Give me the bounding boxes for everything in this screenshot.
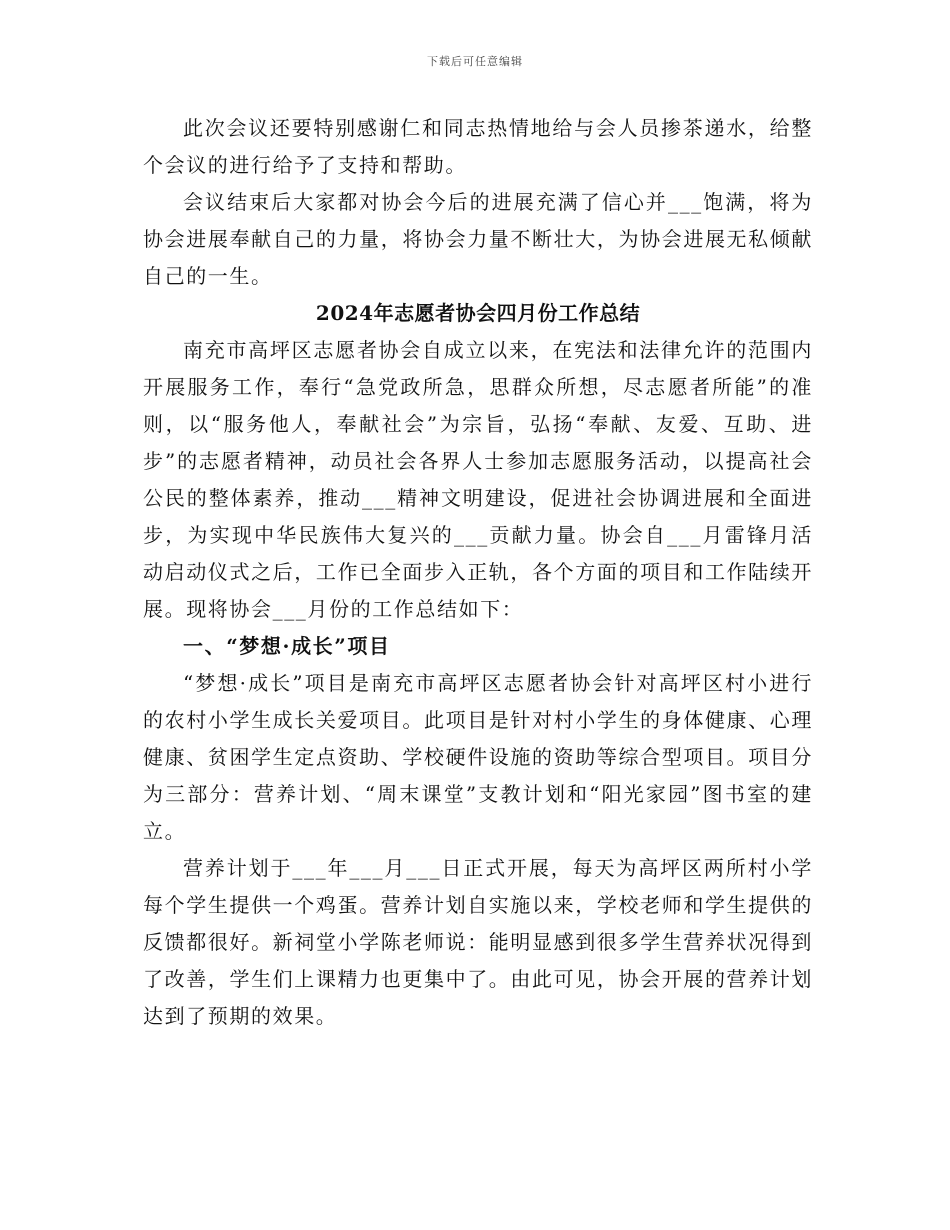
section-heading-dream-growth: 一、“梦想·成长”项目	[183, 634, 391, 658]
paragraph-thanks: 此次会议还要特别感谢仁和同志热情地给与会人员掺茶递水，给整个会议的进行给予了支持和帮助。	[143, 116, 813, 177]
paragraph-intro: 南充市高坪区志愿者协会自成立以来，在宪法和法律允许的范围内开展服务工作，奉行“急党政所急，思群众所想，尽志愿者所能”的准则，以“服务他人，奉献社会”为宗旨，弘扬“奉献、友爱、互助、进步”的志愿者精神，动员社会各界人士参加志愿服务活动，以提高社会公民的整体素养，推动___精神文明建设，促进社会协调进展和全面进步，为实现中华民族伟大复兴的___贡献力量。协会自___月雷锋月活动启动仪式之后，工作已全面步入正轨，各个方面的项目和工作陆续开展。现将协会___月份的工作总结如下：	[143, 338, 813, 621]
document-body	[143, 110, 813, 1035]
paragraph-meeting-end: 会议结束后大家都对协会今后的进展充满了信心并___饱满，将为协会进展奉献自己的力量，将协会力量不断壮大，为协会进展无私倾献自己的一生。	[143, 190, 813, 288]
paragraph-project-overview: “梦想·成长”项目是南充市高坪区志愿者协会针对高坪区村小进行的农村小学生成长关爱项目。此项目是针对村小学生的身体健康、心理健康、贫困学生定点资助、学校硬件设施的资助等综合型项目。项目分为三部分：营养计划、“周末课堂”支教计划和“阳光家园”图书室的建立。	[143, 671, 813, 843]
page-header-note: 下载后可任意编辑	[427, 55, 523, 68]
document-title: 2024年志愿者协会四月份工作总结	[315, 301, 641, 325]
paragraph-nutrition-plan: 营养计划于___年___月___日正式开展，每天为高坪区两所村小学每个学生提供一个鸡蛋。营养计划自实施以来，学校老师和学生提供的反馈都很好。新祠堂小学陈老师说：能明显感到很多学生营养状况得到了改善，学生们上课精力也更集中了。由此可见，协会开展的营养计划达到了预期的效果。	[143, 856, 813, 1028]
